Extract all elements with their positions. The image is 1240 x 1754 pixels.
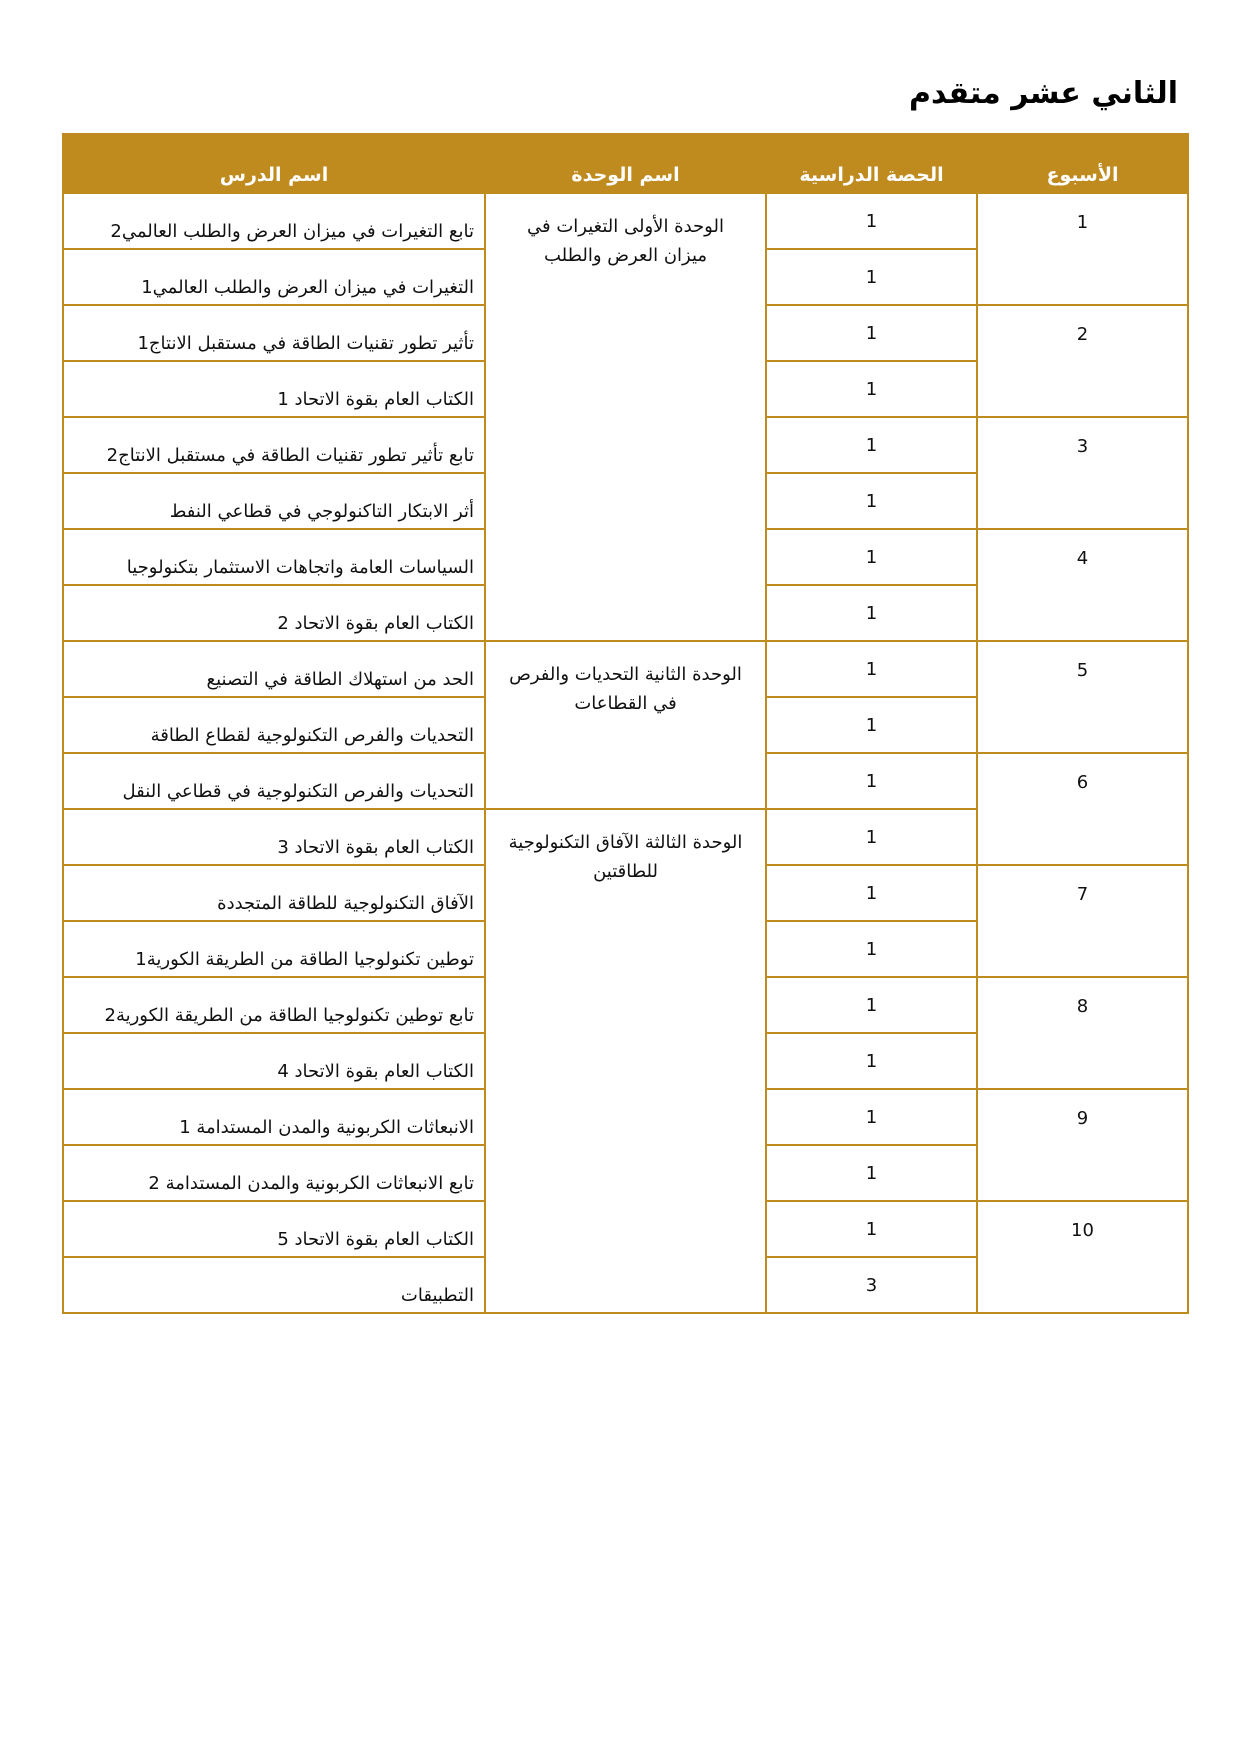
week-cell: 10 (977, 1201, 1188, 1313)
period-cell: 1 (766, 697, 977, 753)
header-period: الحصة الدراسية (766, 134, 977, 193)
period-cell: 1 (766, 977, 977, 1033)
lesson-cell: الكتاب العام بقوة الاتحاد 1 (63, 361, 485, 417)
period-cell: 3 (766, 1257, 977, 1313)
lesson-cell: الكتاب العام بقوة الاتحاد 5 (63, 1201, 485, 1257)
header-lesson: اسم الدرس (63, 134, 485, 193)
period-cell: 1 (766, 529, 977, 585)
lesson-cell: الكتاب العام بقوة الاتحاد 2 (63, 585, 485, 641)
week-cell: 5 (977, 641, 1188, 753)
period-cell: 1 (766, 473, 977, 529)
table-row (63, 641, 1188, 697)
week-cell: 9 (977, 1089, 1188, 1201)
week-cell: 8 (977, 977, 1188, 1089)
period-cell: 1 (766, 361, 977, 417)
lesson-cell: توطين تكنولوجيا الطاقة من الطريقة الكورية1 (63, 921, 485, 977)
period-cell: 1 (766, 193, 977, 249)
lesson-cell: الكتاب العام بقوة الاتحاد 4 (63, 1033, 485, 1089)
unit-cell: الوحدة الأولى التغيرات في ميزان العرض والطلب (485, 193, 766, 641)
week-cell: 7 (977, 865, 1188, 977)
lesson-cell: تابع الانبعاثات الكربونية والمدن المستدامة 2 (63, 1145, 485, 1201)
week-cell: 2 (977, 305, 1188, 417)
period-cell: 1 (766, 865, 977, 921)
period-cell: 1 (766, 921, 977, 977)
lesson-cell: تابع تأثير تطور تقنيات الطاقة في مستقبل الانتاج2 (63, 417, 485, 473)
schedule-table (62, 133, 1189, 1314)
lesson-cell: تابع توطين تكنولوجيا الطاقة من الطريقة الكورية2 (63, 977, 485, 1033)
week-cell: 6 (977, 753, 1188, 865)
lesson-cell: التحديات والفرص التكنولوجية لقطاع الطاقة (63, 697, 485, 753)
table-row (63, 193, 1188, 249)
period-cell: 1 (766, 1145, 977, 1201)
lesson-cell: السياسات العامة واتجاهات الاستثمار بتكنولوجيا (63, 529, 485, 585)
period-cell: 1 (766, 585, 977, 641)
period-cell: 1 (766, 641, 977, 697)
period-cell: 1 (766, 305, 977, 361)
lesson-cell: الكتاب العام بقوة الاتحاد 3 (63, 809, 485, 865)
header-week: الأسبوع (977, 134, 1188, 193)
lesson-cell: تأثير تطور تقنيات الطاقة في مستقبل الانتاج1 (63, 305, 485, 361)
period-cell: 1 (766, 809, 977, 865)
lesson-cell: أثر الابتكار التاكنولوجي في قطاعي النفط (63, 473, 485, 529)
lesson-cell: التطبيقات (63, 1257, 485, 1313)
lesson-cell: الحد من استهلاك الطاقة في التصنيع (63, 641, 485, 697)
page-title: الثاني عشر متقدم (909, 76, 1178, 111)
lesson-cell: الآفاق التكنولوجية للطاقة المتجددة (63, 865, 485, 921)
lesson-cell: التحديات والفرص التكنولوجية في قطاعي النقل (63, 753, 485, 809)
period-cell: 1 (766, 1033, 977, 1089)
lesson-cell: الانبعاثات الكربونية والمدن المستدامة 1 (63, 1089, 485, 1145)
week-cell: 3 (977, 417, 1188, 529)
period-cell: 1 (766, 249, 977, 305)
unit-cell: الوحدة الثانية التحديات والفرص في القطاعات (485, 641, 766, 809)
week-cell: 1 (977, 193, 1188, 305)
unit-cell: الوحدة الثالثة الآفاق التكنولوجية للطاقتين (485, 809, 766, 1313)
period-cell: 1 (766, 753, 977, 809)
week-cell: 4 (977, 529, 1188, 641)
lesson-cell: تابع التغيرات في ميزان العرض والطلب العالمي2 (63, 193, 485, 249)
table-header-row (63, 134, 1188, 193)
header-unit: اسم الوحدة (485, 134, 766, 193)
lesson-cell: التغيرات في ميزان العرض والطلب العالمي1 (63, 249, 485, 305)
period-cell: 1 (766, 417, 977, 473)
period-cell: 1 (766, 1089, 977, 1145)
period-cell: 1 (766, 1201, 977, 1257)
